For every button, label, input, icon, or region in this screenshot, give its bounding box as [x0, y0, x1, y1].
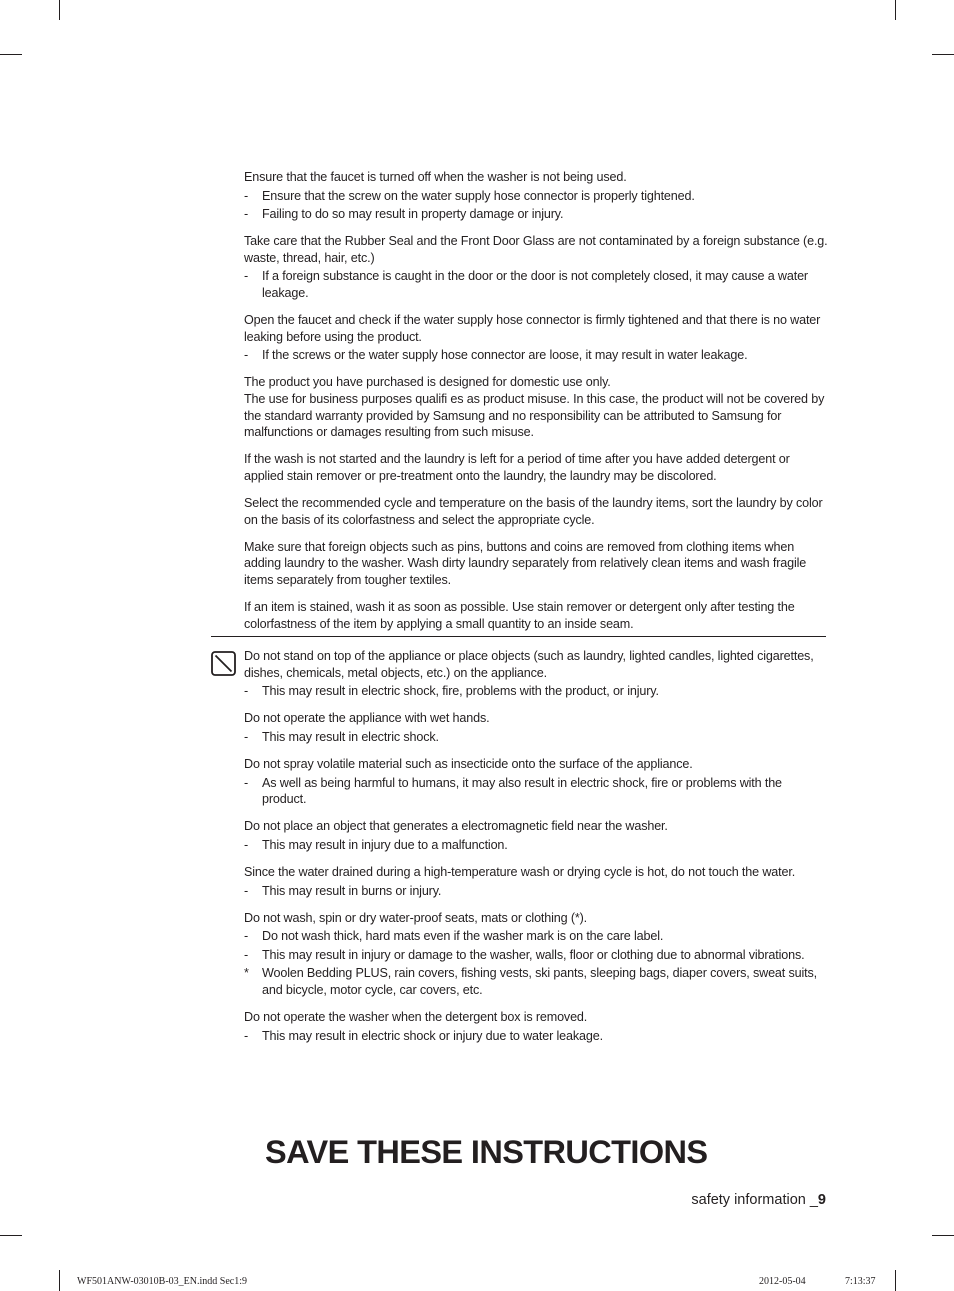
bullet-text: If a foreign substance is caught in the door or the door is not completely closed, it may cause a water leakage. — [262, 269, 808, 301]
slug-date: 2012-05-04 — [759, 1276, 806, 1287]
bullet-text: Ensure that the screw on the water supply hose connector is properly tightened. — [262, 188, 695, 203]
bullet-item — [244, 206, 828, 223]
instruction-paragraph — [244, 1009, 828, 1044]
instruction-text: Ensure that the faucet is turned off when the washer is not being used. — [244, 170, 627, 184]
prohibition-icon — [211, 651, 236, 676]
instruction-paragraph — [244, 648, 828, 700]
crop-mark — [895, 1270, 896, 1291]
slug-time: 7:13:37 — [845, 1276, 876, 1287]
bullet-mark: - — [244, 883, 249, 898]
bullet-text: This may result in injury or damage to the washer, walls, floor or clothing due to abnormal vibrations. — [262, 947, 805, 962]
instruction-paragraph — [244, 910, 828, 999]
instruction-text: The product you have purchased is designed for domestic use only. — [244, 375, 611, 390]
bullet-item — [244, 775, 828, 808]
instruction-text: Make sure that foreign objects such as pins, buttons and coins are removed from clothing items when adding laundry to the washer. Wash dirty laundry separately from relatively clean items and wash fragile items separately from tougher textiles. — [244, 539, 807, 587]
bullet-text: As well as being harmful to humans, it may also result in electric shock, fire or problems with the product. — [262, 775, 782, 807]
instruction-text: Do not operate the appliance with wet hands. — [244, 711, 490, 726]
instruction-paragraph — [244, 169, 828, 223]
bullet-mark: - — [244, 775, 249, 790]
bullet-mark: - — [244, 837, 249, 852]
instruction-text: If the wash is not started and the laundry is left for a period of time after you have added detergent or applied stain remover or pre-treatment onto the laundry, the laundry may be discolored. — [244, 452, 790, 483]
bullet-text: This may result in electric shock, fire, problems with the product, or injury. — [262, 684, 659, 699]
slug-file: WF501ANW-03010B-03_EN.indd Sec1:9 — [77, 1276, 247, 1287]
bullet-item — [244, 188, 828, 205]
bullet-mark: - — [244, 269, 249, 284]
bullet-item — [244, 947, 828, 964]
bullet-mark: - — [244, 684, 249, 699]
instruction-paragraph — [244, 599, 828, 632]
bullet-text: If the screws or the water supply hose connector are loose, it may result in water leakage. — [262, 348, 748, 363]
crop-mark — [932, 1235, 954, 1236]
instruction-paragraph — [244, 539, 828, 589]
bullet-item — [244, 683, 828, 700]
bullet-text: This may result in electric shock. — [262, 729, 439, 744]
instruction-text: Since the water drained during a high-temperature wash or drying cycle is hot, do not touch the water. — [244, 864, 796, 879]
crop-mark — [932, 54, 954, 55]
instruction-paragraph — [244, 233, 828, 301]
instruction-text: Take care that the Rubber Seal and the Front Door Glass are not contaminated by a foreign substance (e.g. waste, thread, hair, etc.) — [244, 234, 828, 265]
bullet-mark: - — [244, 1028, 249, 1043]
instruction-text: Do not spray volatile material such as insecticide onto the surface of the appliance. — [244, 756, 693, 771]
bullet-text: Failing to do so may result in property damage or injury. — [262, 207, 564, 222]
page-footer — [691, 1192, 826, 1208]
instruction-paragraph — [244, 312, 828, 364]
bullet-mark: - — [244, 188, 249, 203]
caution-section — [244, 169, 828, 643]
bullet-text: This may result in injury due to a malfunction. — [262, 837, 508, 852]
warning-section — [244, 648, 828, 1055]
bullet-mark: - — [244, 729, 249, 744]
instruction-text: Do not operate the washer when the detergent box is removed. — [244, 1010, 588, 1025]
section-divider — [211, 636, 826, 637]
instruction-text: Do not place an object that generates a electromagnetic field near the washer. — [244, 819, 668, 834]
footer-section-label: safety information _ — [691, 1192, 818, 1208]
bullet-mark: - — [244, 947, 249, 962]
crop-mark — [895, 0, 896, 20]
bullet-item — [244, 268, 828, 301]
bullet-item — [244, 837, 828, 854]
crop-mark — [0, 1235, 22, 1236]
instruction-text: The use for business purposes qualifi es as product misuse. In this case, the product will not be covered by the standard warranty provided by Samsung and no responsibility can be attributed to Samsung for malfunctions or damages resulting from such misuse. — [244, 392, 825, 440]
bullet-item — [244, 729, 828, 746]
bullet-text: This may result in electric shock or injury due to water leakage. — [262, 1028, 603, 1043]
bullet-item — [244, 1028, 828, 1045]
instruction-paragraph — [244, 451, 828, 484]
bullet-mark: - — [244, 348, 249, 363]
crop-mark — [59, 1270, 60, 1291]
save-instructions-title: SAVE THESE INSTRUCTIONS — [265, 1134, 708, 1170]
instruction-text: Select the recommended cycle and temperature on the basis of the laundry items, sort the laundry by color on the basis of its colorfastness and select the appropriate cycle. — [244, 496, 823, 527]
instruction-text: Do not stand on top of the appliance or place objects (such as laundry, lighted candles, lighted cigarettes, dishes, chemicals, metal objects, etc.) on the appliance. — [244, 649, 814, 680]
bullet-text: Woolen Bedding PLUS, rain covers, fishing vests, ski pants, sleeping bags, diaper covers, sweat suits, and bicycle, motor cycle, car covers, etc. — [262, 966, 817, 997]
crop-mark — [0, 54, 22, 55]
bullet-item — [244, 928, 828, 945]
bullet-mark: * — [244, 966, 249, 981]
bullet-text: This may result in burns or injury. — [262, 883, 442, 898]
instruction-paragraph — [244, 756, 828, 808]
instruction-paragraph — [244, 710, 828, 745]
bullet-mark: - — [244, 207, 249, 222]
instruction-paragraph — [244, 495, 828, 528]
crop-mark — [59, 0, 60, 20]
page-number: 9 — [817, 1192, 826, 1208]
instruction-text: Open the faucet and check if the water supply hose connector is firmly tightened and that there is no water leaking before using the product. — [244, 313, 821, 344]
bullet-item — [244, 347, 828, 364]
bullet-item — [244, 883, 828, 900]
instruction-text: If an item is stained, wash it as soon as possible. Use stain remover or detergent only after testing the colorfastness of the item by applying a small quantity to an inside seam. — [244, 599, 795, 631]
bullet-text: Do not wash thick, hard mats even if the washer mark is on the care label. — [262, 929, 664, 944]
bullet-item — [244, 965, 828, 998]
instruction-paragraph — [244, 818, 828, 853]
bullet-mark: - — [244, 929, 249, 944]
instruction-paragraph — [244, 374, 828, 440]
instruction-paragraph — [244, 864, 828, 899]
instruction-text: Do not wash, spin or dry water-proof seats, mats or clothing (*). — [244, 910, 588, 925]
